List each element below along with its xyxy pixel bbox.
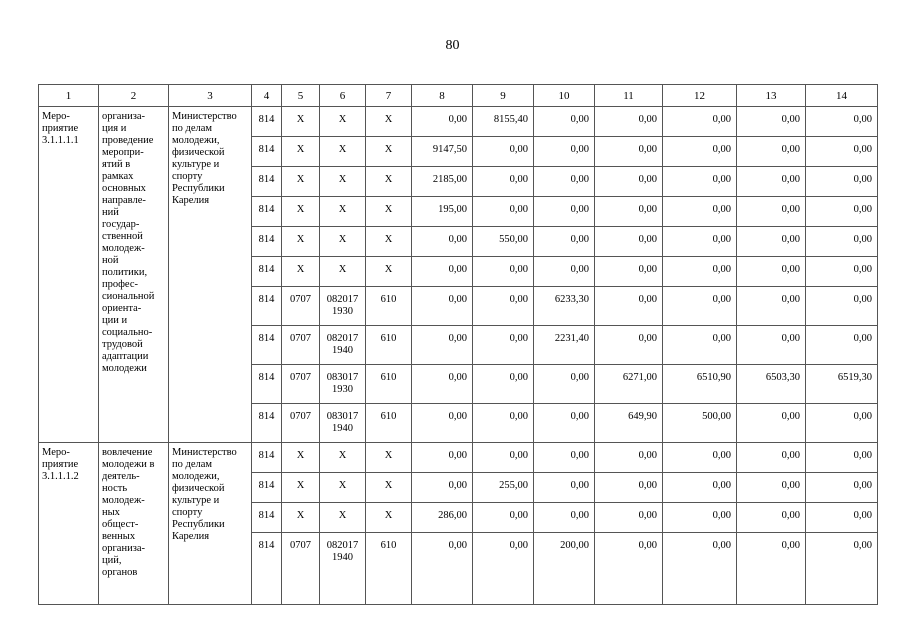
- kbk-code-cell: 814: [252, 137, 282, 167]
- amount-cell: 0,00: [534, 365, 595, 404]
- section-code-cell: 0707: [282, 326, 320, 365]
- table-row: [39, 443, 878, 473]
- expense-type-cell: Х: [366, 137, 412, 167]
- amount-cell: 0,00: [595, 533, 663, 605]
- table-header: [39, 85, 878, 107]
- expense-type-cell: Х: [366, 443, 412, 473]
- section-code-cell: Х: [282, 227, 320, 257]
- target-code-cell: Х: [320, 167, 366, 197]
- page-number: 80: [445, 38, 460, 53]
- header-cell: 9: [473, 85, 534, 107]
- amount-cell: 0,00: [663, 503, 737, 533]
- amount-cell: 0,00: [595, 287, 663, 326]
- amount-cell: 0,00: [806, 326, 878, 365]
- amount-cell: 0,00: [412, 227, 473, 257]
- amount-cell: 0,00: [663, 533, 737, 605]
- amount-cell: 0,00: [737, 473, 806, 503]
- header-cell: 1: [39, 85, 99, 107]
- amount-cell: 0,00: [806, 257, 878, 287]
- amount-cell: 0,00: [595, 227, 663, 257]
- amount-cell: 0,00: [473, 326, 534, 365]
- amount-cell: 2185,00: [412, 167, 473, 197]
- amount-cell: 0,00: [412, 443, 473, 473]
- kbk-code-cell: 814: [252, 533, 282, 605]
- amount-cell: 0,00: [663, 443, 737, 473]
- header-cell: 6: [320, 85, 366, 107]
- header-cell: 5: [282, 85, 320, 107]
- kbk-code-cell: 814: [252, 365, 282, 404]
- amount-cell: 0,00: [412, 326, 473, 365]
- target-code-cell: Х: [320, 503, 366, 533]
- expense-type-cell: 610: [366, 326, 412, 365]
- amount-cell: 6519,30: [806, 365, 878, 404]
- amount-cell: 0,00: [412, 257, 473, 287]
- target-code-cell: Х: [320, 443, 366, 473]
- amount-cell: 0,00: [595, 257, 663, 287]
- budget-table: [38, 84, 878, 605]
- expense-type-cell: Х: [366, 473, 412, 503]
- amount-cell: 0,00: [737, 257, 806, 287]
- amount-cell: 0,00: [534, 473, 595, 503]
- amount-cell: 0,00: [806, 197, 878, 227]
- target-code-cell: Х: [320, 197, 366, 227]
- kbk-code-cell: 814: [252, 287, 282, 326]
- section-code-cell: 0707: [282, 404, 320, 443]
- kbk-code-cell: 814: [252, 326, 282, 365]
- section-code-cell: Х: [282, 503, 320, 533]
- amount-cell: 0,00: [737, 197, 806, 227]
- amount-cell: 0,00: [595, 107, 663, 137]
- amount-cell: 6233,30: [534, 287, 595, 326]
- amount-cell: 0,00: [595, 197, 663, 227]
- amount-cell: 0,00: [412, 473, 473, 503]
- header-row: [39, 85, 878, 107]
- amount-cell: 0,00: [806, 404, 878, 443]
- description-cell: вовлечение молодежи в деятель- ность молодеж- ных общест- венных организа- ций, органов: [99, 443, 169, 605]
- kbk-code-cell: 814: [252, 473, 282, 503]
- amount-cell: 0,00: [663, 287, 737, 326]
- amount-cell: 0,00: [737, 137, 806, 167]
- amount-cell: 0,00: [663, 137, 737, 167]
- amount-cell: 0,00: [534, 197, 595, 227]
- amount-cell: 0,00: [473, 443, 534, 473]
- kbk-code-cell: 814: [252, 197, 282, 227]
- amount-cell: 0,00: [806, 137, 878, 167]
- amount-cell: 0,00: [473, 365, 534, 404]
- amount-cell: 0,00: [806, 287, 878, 326]
- kbk-code-cell: 814: [252, 503, 282, 533]
- amount-cell: 0,00: [473, 137, 534, 167]
- amount-cell: 0,00: [806, 227, 878, 257]
- expense-type-cell: Х: [366, 257, 412, 287]
- amount-cell: 0,00: [595, 167, 663, 197]
- amount-cell: 9147,50: [412, 137, 473, 167]
- amount-cell: 649,90: [595, 404, 663, 443]
- amount-cell: 0,00: [737, 167, 806, 197]
- amount-cell: 0,00: [663, 197, 737, 227]
- amount-cell: 255,00: [473, 473, 534, 503]
- amount-cell: 8155,40: [473, 107, 534, 137]
- amount-cell: 0,00: [412, 107, 473, 137]
- executor-cell: Министерство по делам молодежи, физической культуре и спорту Республики Карелия: [169, 443, 252, 605]
- header-cell: 13: [737, 85, 806, 107]
- kbk-code-cell: 814: [252, 257, 282, 287]
- target-code-cell: Х: [320, 137, 366, 167]
- amount-cell: 195,00: [412, 197, 473, 227]
- target-code-cell: Х: [320, 257, 366, 287]
- event-cell: Меро- приятие 3.1.1.1.1: [39, 107, 99, 443]
- section-code-cell: Х: [282, 107, 320, 137]
- executor-cell: Министерство по делам молодежи, физической культуре и спорту Республики Карелия: [169, 107, 252, 443]
- target-code-cell: 082017 1940: [320, 326, 366, 365]
- section-code-cell: Х: [282, 167, 320, 197]
- kbk-code-cell: 814: [252, 107, 282, 137]
- header-cell: 3: [169, 85, 252, 107]
- header-cell: 4: [252, 85, 282, 107]
- amount-cell: 0,00: [663, 167, 737, 197]
- amount-cell: 0,00: [737, 503, 806, 533]
- amount-cell: 0,00: [663, 257, 737, 287]
- section-code-cell: Х: [282, 257, 320, 287]
- expense-type-cell: Х: [366, 197, 412, 227]
- amount-cell: 0,00: [473, 503, 534, 533]
- amount-cell: 0,00: [595, 473, 663, 503]
- expense-type-cell: 610: [366, 287, 412, 326]
- section-code-cell: Х: [282, 137, 320, 167]
- kbk-code-cell: 814: [252, 404, 282, 443]
- amount-cell: 0,00: [737, 404, 806, 443]
- amount-cell: 0,00: [534, 503, 595, 533]
- amount-cell: 0,00: [806, 167, 878, 197]
- target-code-cell: 083017 1940: [320, 404, 366, 443]
- header-cell: 12: [663, 85, 737, 107]
- amount-cell: 6271,00: [595, 365, 663, 404]
- section-code-cell: 0707: [282, 533, 320, 605]
- header-cell: 2: [99, 85, 169, 107]
- amount-cell: 0,00: [473, 533, 534, 605]
- description-cell: организа- ция и проведение меропри- ятий в рамках основных направле- ний государ- ственной молодеж- ной политики, профес- сиональной ориента- ции и социально- трудовой адаптации молодежи: [99, 107, 169, 443]
- amount-cell: 0,00: [534, 137, 595, 167]
- target-code-cell: Х: [320, 107, 366, 137]
- amount-cell: 6503,30: [737, 365, 806, 404]
- expense-type-cell: 610: [366, 404, 412, 443]
- amount-cell: 0,00: [412, 365, 473, 404]
- amount-cell: 0,00: [534, 257, 595, 287]
- amount-cell: 0,00: [595, 503, 663, 533]
- amount-cell: 286,00: [412, 503, 473, 533]
- amount-cell: 0,00: [534, 107, 595, 137]
- amount-cell: 0,00: [534, 443, 595, 473]
- amount-cell: 0,00: [737, 227, 806, 257]
- table-row: [39, 107, 878, 137]
- expense-type-cell: 610: [366, 533, 412, 605]
- amount-cell: 0,00: [737, 443, 806, 473]
- header-cell: 10: [534, 85, 595, 107]
- amount-cell: 0,00: [412, 533, 473, 605]
- kbk-code-cell: 814: [252, 227, 282, 257]
- amount-cell: 0,00: [737, 533, 806, 605]
- section-code-cell: Х: [282, 443, 320, 473]
- table-body: [39, 107, 878, 605]
- amount-cell: 0,00: [595, 326, 663, 365]
- expense-type-cell: Х: [366, 107, 412, 137]
- amount-cell: 0,00: [737, 287, 806, 326]
- amount-cell: 2231,40: [534, 326, 595, 365]
- amount-cell: 0,00: [663, 227, 737, 257]
- target-code-cell: 082017 1940: [320, 533, 366, 605]
- amount-cell: 0,00: [412, 287, 473, 326]
- target-code-cell: Х: [320, 227, 366, 257]
- header-cell: 11: [595, 85, 663, 107]
- expense-type-cell: Х: [366, 503, 412, 533]
- section-code-cell: 0707: [282, 287, 320, 326]
- amount-cell: 550,00: [473, 227, 534, 257]
- expense-type-cell: Х: [366, 227, 412, 257]
- amount-cell: 0,00: [473, 257, 534, 287]
- expense-type-cell: 610: [366, 365, 412, 404]
- section-code-cell: Х: [282, 473, 320, 503]
- kbk-code-cell: 814: [252, 167, 282, 197]
- amount-cell: 0,00: [473, 167, 534, 197]
- expense-type-cell: Х: [366, 167, 412, 197]
- amount-cell: 0,00: [737, 107, 806, 137]
- amount-cell: 0,00: [806, 107, 878, 137]
- amount-cell: 0,00: [534, 227, 595, 257]
- event-cell: Меро- приятие 3.1.1.1.2: [39, 443, 99, 605]
- amount-cell: 6510,90: [663, 365, 737, 404]
- amount-cell: 0,00: [806, 443, 878, 473]
- section-code-cell: 0707: [282, 365, 320, 404]
- amount-cell: 0,00: [806, 503, 878, 533]
- target-code-cell: Х: [320, 473, 366, 503]
- amount-cell: 0,00: [595, 137, 663, 167]
- amount-cell: 0,00: [473, 404, 534, 443]
- target-code-cell: 083017 1930: [320, 365, 366, 404]
- target-code-cell: 082017 1930: [320, 287, 366, 326]
- amount-cell: 0,00: [534, 167, 595, 197]
- amount-cell: 0,00: [473, 287, 534, 326]
- amount-cell: 200,00: [534, 533, 595, 605]
- header-cell: 7: [366, 85, 412, 107]
- amount-cell: 0,00: [663, 473, 737, 503]
- amount-cell: 500,00: [663, 404, 737, 443]
- amount-cell: 0,00: [473, 197, 534, 227]
- amount-cell: 0,00: [737, 326, 806, 365]
- amount-cell: 0,00: [534, 404, 595, 443]
- header-cell: 8: [412, 85, 473, 107]
- amount-cell: 0,00: [412, 404, 473, 443]
- section-code-cell: Х: [282, 197, 320, 227]
- amount-cell: 0,00: [806, 473, 878, 503]
- kbk-code-cell: 814: [252, 443, 282, 473]
- amount-cell: 0,00: [663, 326, 737, 365]
- amount-cell: 0,00: [806, 533, 878, 605]
- header-cell: 14: [806, 85, 878, 107]
- amount-cell: 0,00: [663, 107, 737, 137]
- amount-cell: 0,00: [595, 443, 663, 473]
